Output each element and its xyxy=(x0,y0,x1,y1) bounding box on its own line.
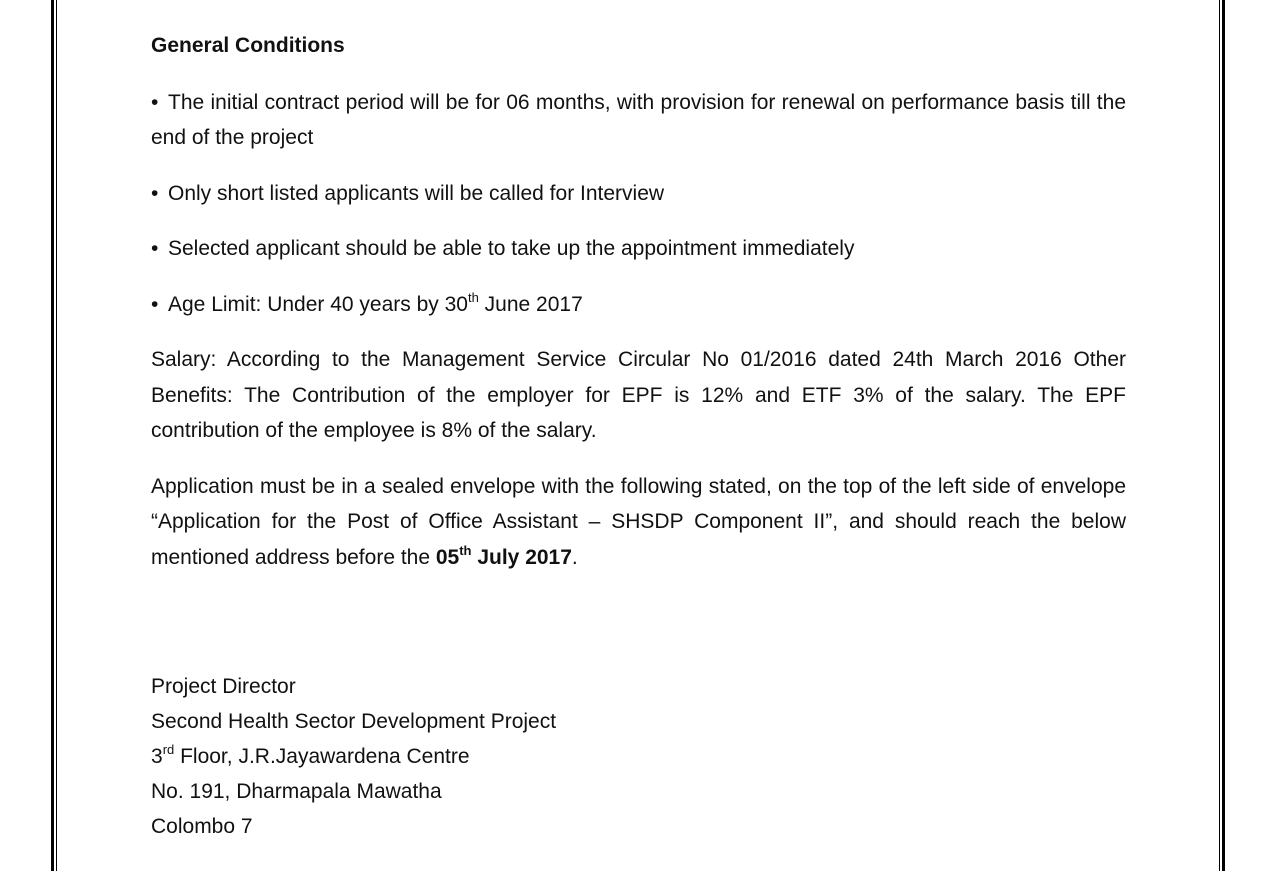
deadline-sup: th xyxy=(459,542,472,558)
page-border-right-outer xyxy=(1222,0,1225,871)
mailing-address xyxy=(151,669,556,844)
bullet-item-contract xyxy=(151,85,1126,156)
bullet-item-shortlist xyxy=(151,176,1126,212)
bullet-icon: • xyxy=(151,292,159,316)
application-paragraph xyxy=(151,469,1126,576)
bullet-icon: • xyxy=(151,181,159,205)
age-limit-sup: th xyxy=(468,289,479,305)
floor-building: Floor, J.R.Jayawardena Centre xyxy=(174,745,470,768)
deadline-day: 05 xyxy=(435,545,460,569)
bullet-item-age-limit xyxy=(151,287,1126,323)
address-line-city: Colombo 7 xyxy=(151,815,253,838)
bullet-text: Selected applicant should be able to take up the appointment immediately xyxy=(168,237,855,260)
bullet-text: Only short listed applicants will be called for Interview xyxy=(168,181,665,205)
floor-sup: rd xyxy=(162,742,175,757)
bullet-item-appointment xyxy=(151,231,1126,267)
document-body xyxy=(151,28,1126,595)
application-text: Application must be in a sealed envelope with the following stated, on the top of the left side of envelope “Application for the Post of Office Assistant – SHSDP Component II”, and should reach the below mentioned address before the xyxy=(151,474,1126,569)
age-limit-suffix: June 2017 xyxy=(478,292,583,316)
application-end: . xyxy=(571,545,578,569)
page-border-right-inner xyxy=(1219,0,1220,871)
page-border-left-outer xyxy=(51,0,54,871)
salary-paragraph: Salary: According to the Management Service Circular No 01/2016 dated 24th March 2016 Other Benefits: The Contribution of the employer for EPF is 12% and ETF 3% of the salary. The EPF contribution of the employee is 8% of the salary. xyxy=(151,348,1126,442)
address-line-project: Second Health Sector Development Project xyxy=(151,710,557,733)
age-limit-prefix: Age Limit: Under 40 years by 30 xyxy=(168,292,468,316)
section-heading: General Conditions xyxy=(151,34,345,57)
deadline-month-year: July 2017 xyxy=(471,545,572,569)
address-line-street: No. 191, Dharmapala Mawatha xyxy=(151,780,442,803)
bullet-text: The initial contract period will be for 06 months, with provision for renewal on performance basis till the end of the project xyxy=(151,90,1126,149)
floor-number: 3 xyxy=(151,745,163,768)
address-line-floor xyxy=(151,739,556,774)
page-border-left-inner xyxy=(56,0,57,871)
address-line-title: Project Director xyxy=(151,675,296,698)
bullet-icon: • xyxy=(151,90,159,114)
bullet-icon: • xyxy=(151,237,159,260)
